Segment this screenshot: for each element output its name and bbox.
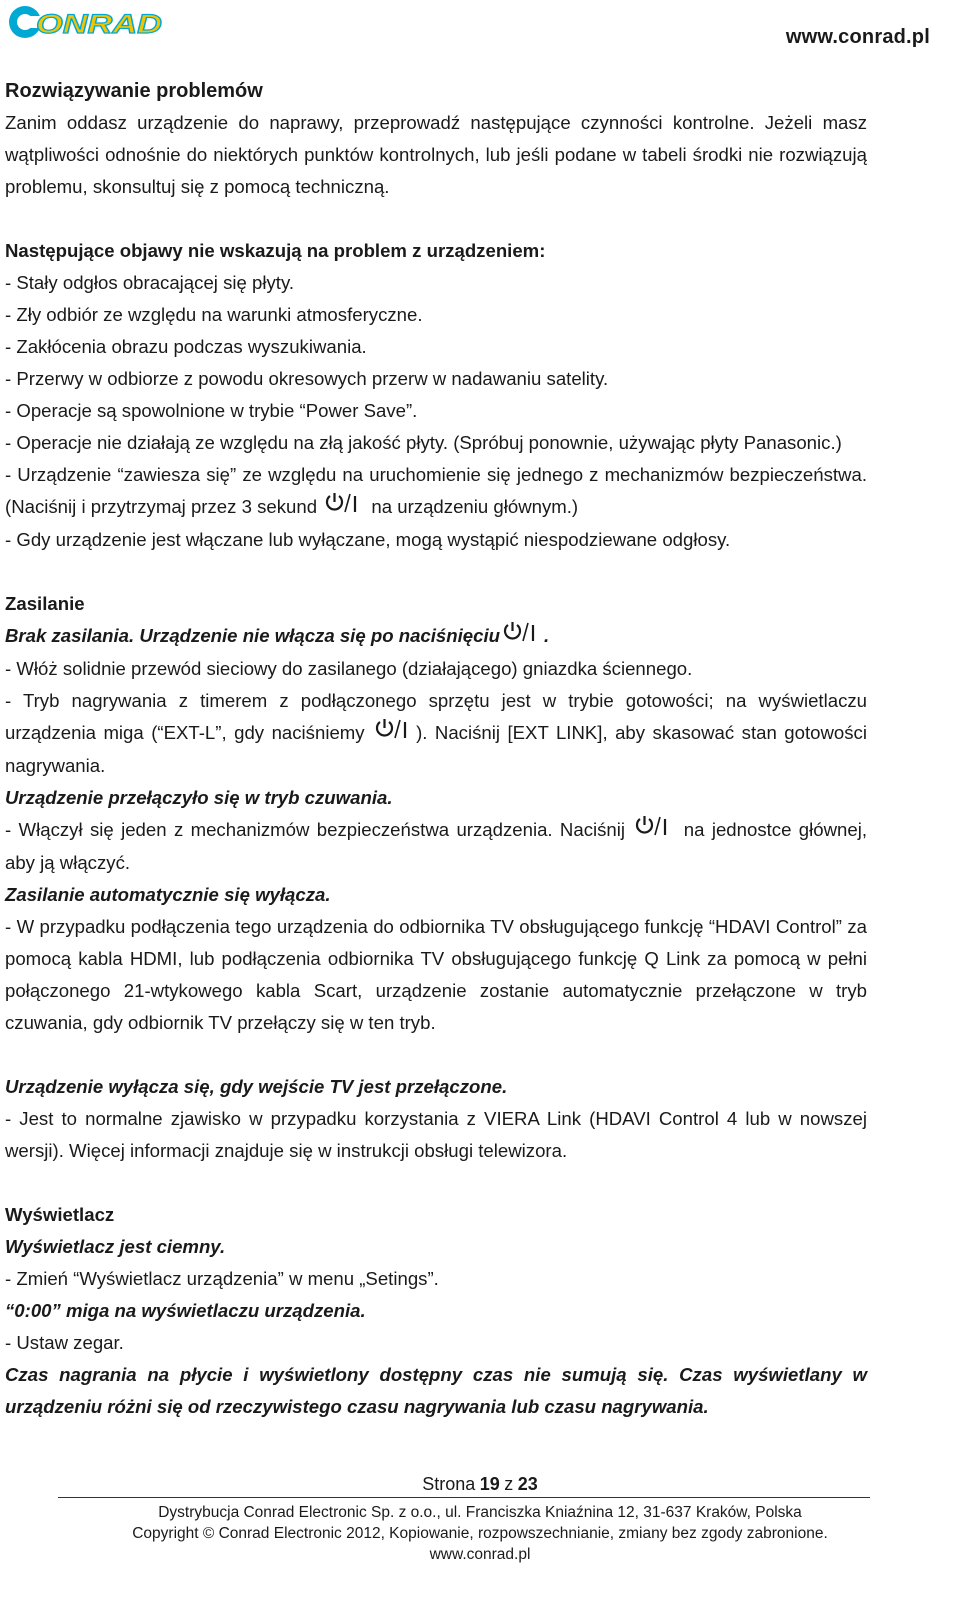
symptom-item: - Operacje są spowolnione w trybie “Power Save”. bbox=[5, 400, 418, 421]
plug-advice: - Włóż solidnie przewód sieciowy do zasilanego (działającego) gniazdka ściennego. bbox=[5, 658, 693, 680]
conrad-logo bbox=[6, 2, 166, 42]
power-standby-icon bbox=[502, 621, 542, 653]
page-separator: z bbox=[504, 1474, 514, 1494]
svg-text:ONRAD: ONRAD bbox=[36, 9, 162, 39]
symptom-item: - Stały odgłos obracającej się płyty. bbox=[5, 272, 295, 293]
symptom-item: - Zakłócenia obrazu podczas wyszukiwania. bbox=[5, 336, 367, 357]
auto-off-advice: - W przypadku podłączenia tego urządzenia do odbiornika TV obsługującego funkcję “HDAVI Control” za pomocą kabla HDMI, lub podłączenia odbiornika TV obsługującego funkcję Q Link za pomocą w pełni połączonego 21-wtykowego kabla Scart, urządzenie zostanie automatycznie przełączone w tryb czuwania, gdy odbiornik TV przełączy się w ten tryb. bbox=[5, 916, 867, 1034]
symptom-item: - Gdy urządzenie jest włączane lub wyłączane, mogą wystąpić niespodziewane odgłosy. bbox=[5, 529, 731, 551]
timer-advice: - Tryb nagrywania z timerem z podłączonego sprzętu jest w trybie gotowości; na wyświetlaczu urządzenia miga (“EXT-L”, gdy naciśniemy ). Naciśnij [EXT LINK], aby skasować stan gotowości nagrywania. bbox=[5, 690, 867, 777]
no-power-heading: Brak zasilania. Urządzenie nie włącza się po naciśnięciu . bbox=[5, 620, 867, 653]
standby-advice: - Włączył się jeden z mechanizmów bezpieczeństwa urządzenia. Naciśnij na jednostce głównej, aby ją włączyć. bbox=[5, 814, 867, 879]
document-body bbox=[5, 75, 867, 1423]
dark-display-advice: - Zmień “Wyświetlacz urządzenia” w menu „Setings”. bbox=[5, 1268, 439, 1290]
footer-distributor: Dystrybucja Conrad Electronic Sp. z o.o., ul. Franciszka Kniaźnina 12, 31-637 Kraków, Polska bbox=[158, 1504, 802, 1521]
page-current: 19 bbox=[479, 1474, 500, 1494]
power-standby-icon bbox=[324, 492, 364, 524]
dark-display-heading: Wyświetlacz jest ciemny. bbox=[5, 1236, 226, 1258]
symptom-item-freeze: - Urządzenie “zawiesza się” ze względu na uruchomienie się jednego z mechanizmów bezpieczeństwa. (Naciśnij i przytrzymaj przez 3 sekund na urządzeniu głównym.) bbox=[5, 459, 867, 524]
footer-url: www.conrad.pl bbox=[429, 1546, 531, 1563]
footer-divider bbox=[58, 1497, 870, 1498]
footer-info bbox=[0, 1502, 960, 1565]
section-title: Rozwiązywanie problemów bbox=[5, 80, 263, 102]
intro-paragraph: Zanim oddasz urządzenie do naprawy, przeprowadź następujące czynności kontrolne. Jeżeli masz wątpliwości odnośnie do niektórych punktów kontrolnych, lub jeśli podane w tabeli środki nie rozwiązują problemu, skonsultuj się z pomocą techniczną. bbox=[5, 112, 867, 197]
clock-blink-heading: “0:00” miga na wyświetlaczu urządzenia. bbox=[5, 1300, 366, 1322]
symptom-item: - Zły odbiór ze względu na warunki atmosferyczne. bbox=[5, 304, 423, 325]
header-site-url: www.conrad.pl bbox=[785, 26, 930, 48]
symptom-item: - Przerwy w odbiorze z powodu okresowych przerw w nadawaniu satelity. bbox=[5, 368, 609, 389]
page-number bbox=[0, 1471, 960, 1497]
power-heading: Zasilanie bbox=[5, 593, 85, 615]
tv-input-heading: Urządzenie wyłącza się, gdy wejście TV jest przełączone. bbox=[5, 1076, 508, 1098]
auto-off-heading: Zasilanie automatycznie się wyłącza. bbox=[5, 884, 331, 906]
recording-time-note: Czas nagrania na płycie i wyświetlony dostępny czas nie sumują się. Czas wyświetlany w urządzeniu różni się od rzeczywistego czasu nagrywania lub czasu nagrywania. bbox=[5, 1364, 867, 1418]
symptoms-heading: Następujące objawy nie wskazują na problem z urządzeniem: bbox=[5, 240, 546, 261]
symptom-item: - Operacje nie działają ze względu na złą jakość płyty. (Spróbuj ponownie, używając płyty Panasonic.) bbox=[5, 432, 842, 453]
power-standby-icon bbox=[374, 718, 414, 750]
footer-copyright: Copyright © Conrad Electronic 2012, Kopiowanie, rozpowszechnianie, zmiany bez zgody zabronione. bbox=[132, 1525, 828, 1542]
standby-heading: Urządzenie przełączyło się w tryb czuwania. bbox=[5, 787, 393, 809]
page-total: 23 bbox=[517, 1474, 538, 1494]
page-label: Strona bbox=[422, 1474, 476, 1494]
clock-blink-advice: - Ustaw zegar. bbox=[5, 1332, 124, 1354]
tv-input-advice: - Jest to normalne zjawisko w przypadku korzystania z VIERA Link (HDAVI Control 4 lub w nowszej wersji). Więcej informacji znajduje się w instrukcji obsługi telewizora. bbox=[5, 1108, 867, 1162]
display-heading: Wyświetlacz bbox=[5, 1204, 115, 1226]
power-standby-icon bbox=[634, 815, 674, 847]
